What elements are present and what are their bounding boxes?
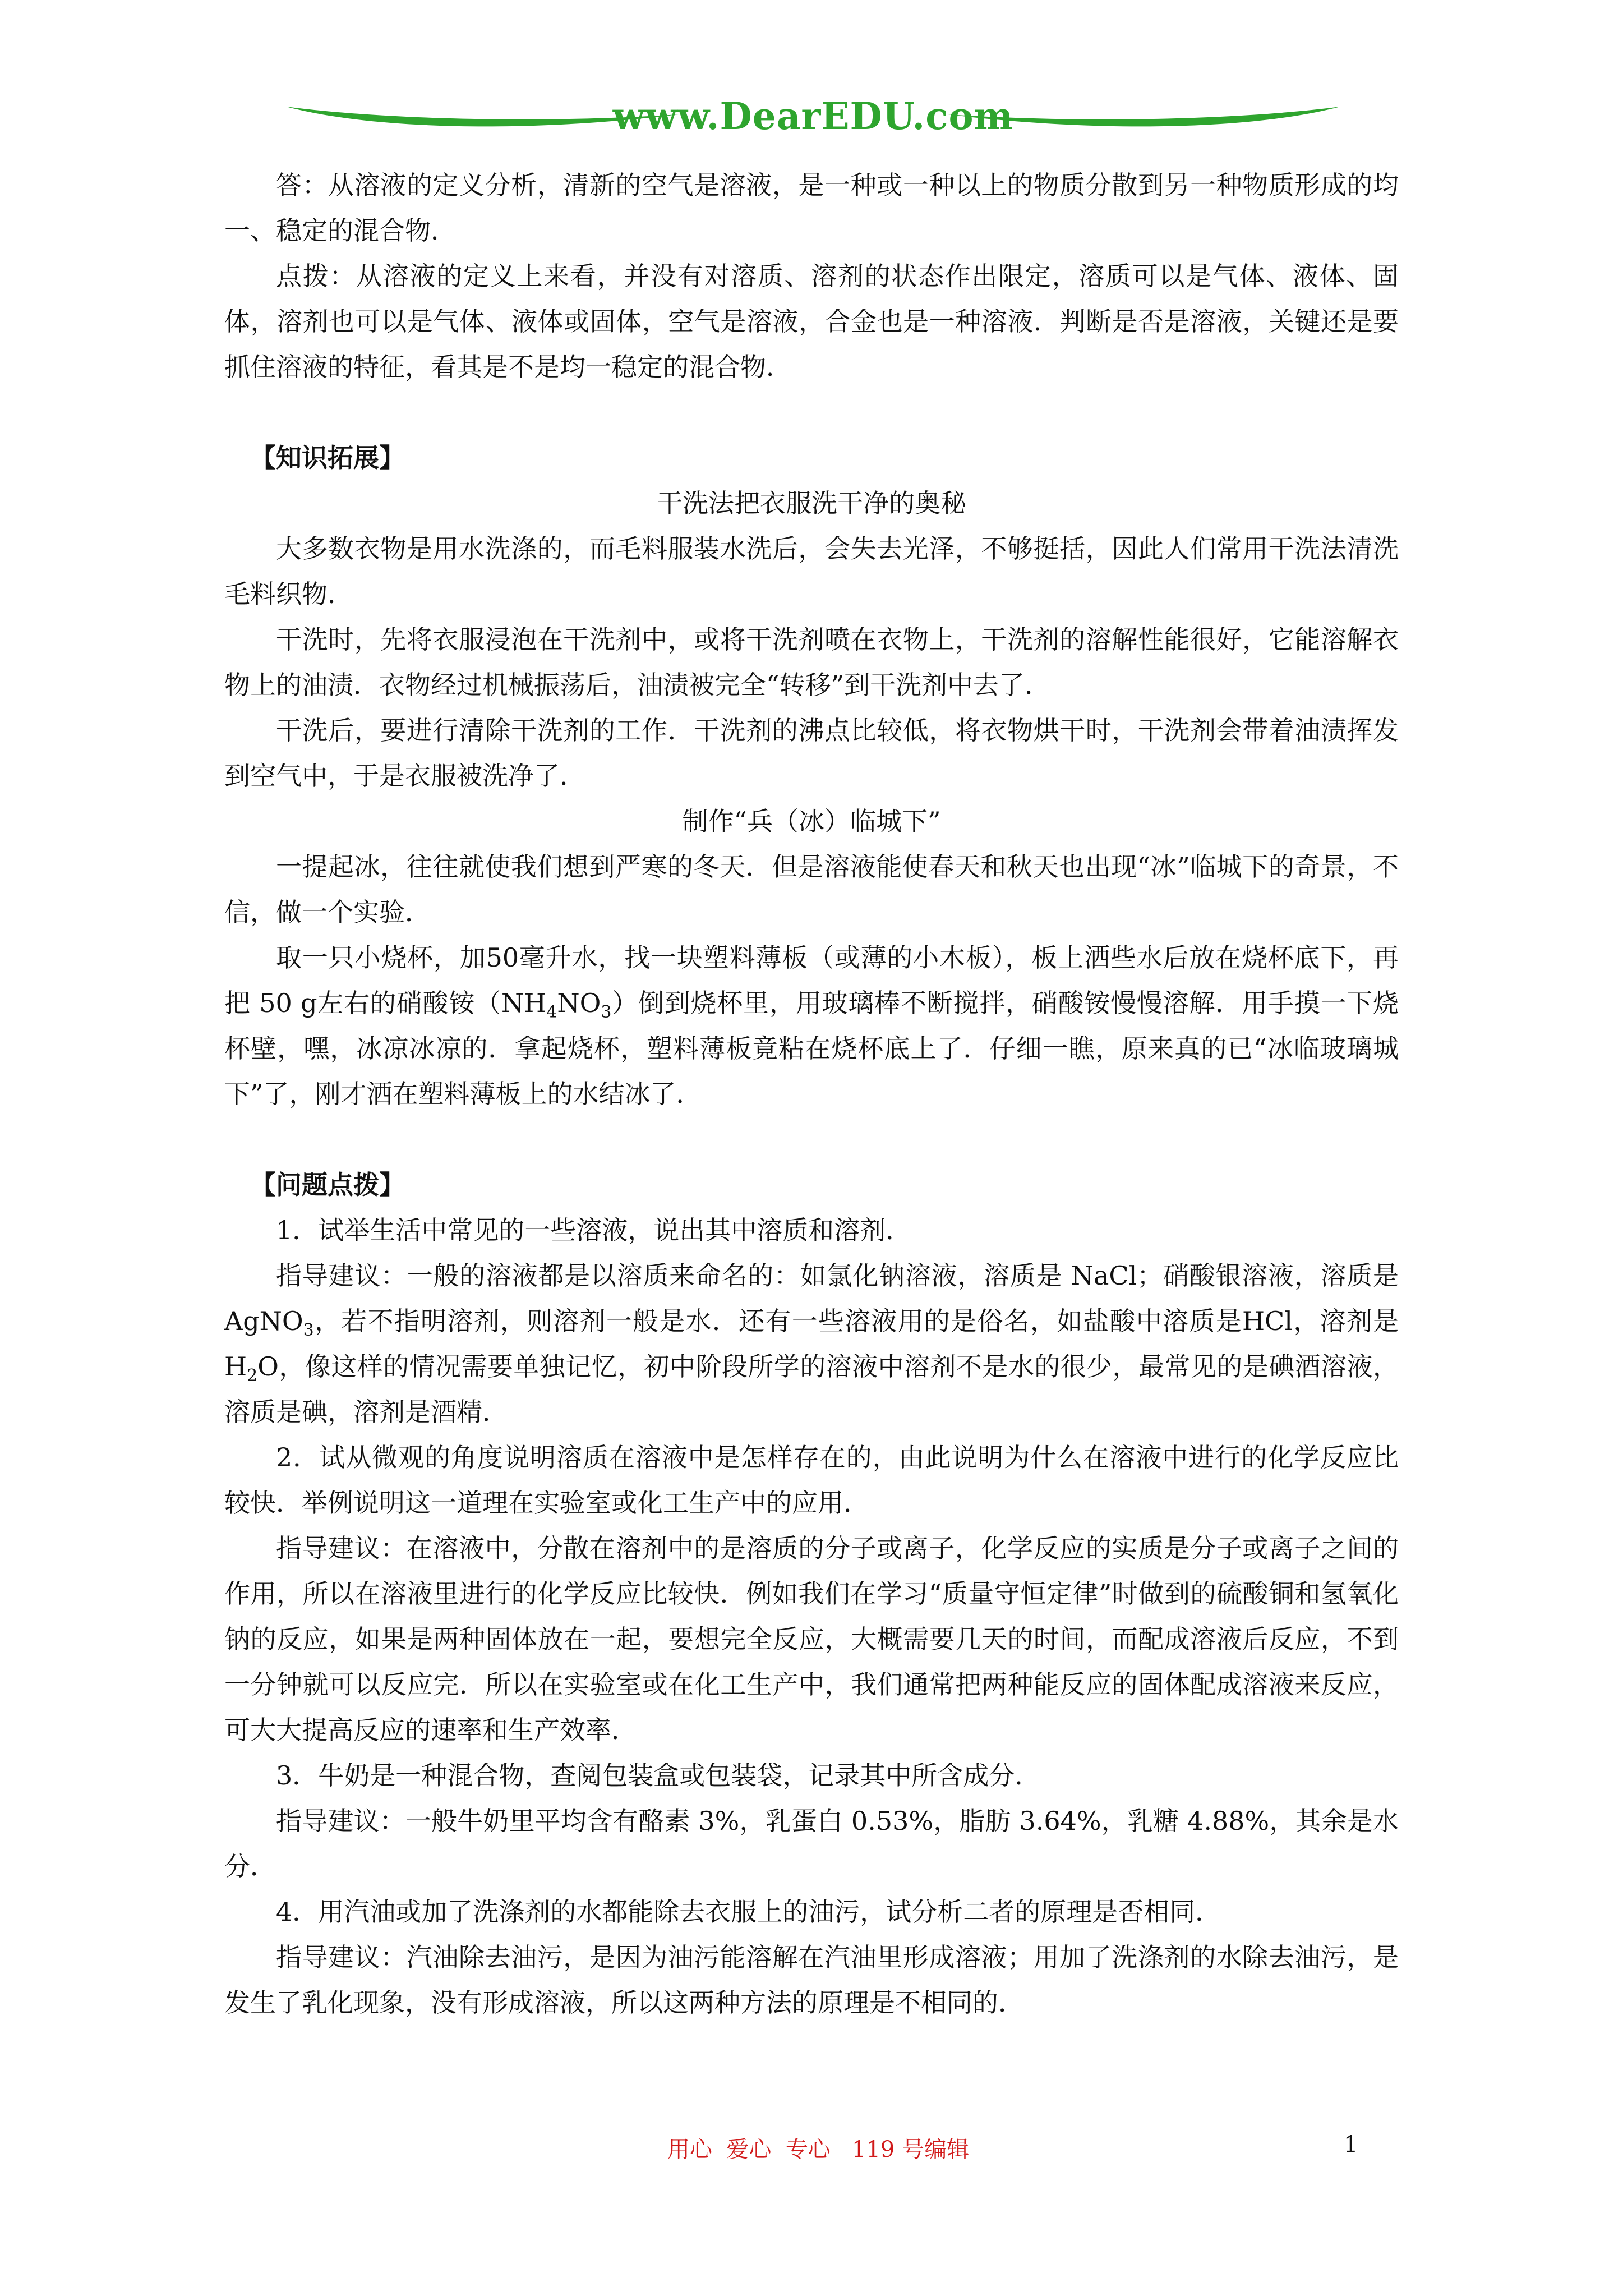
text-segment: ，若不指明溶剂，则溶剂一般是水．还有一些溶液用的是俗名，如盐酸中溶质是HCl，溶剂是 H (224, 1306, 1399, 1382)
text-segment: ）倒到烧杯里，用玻璃棒不断搅拌，硝酸铵慢慢溶解．用手摸一下烧杯壁，嘿，冰凉冰凉的．拿起烧杯，塑料薄板竟粘在烧杯底上了．仔细一瞧，原来真的已“冰临玻璃城下”了，刚才洒在塑料薄板上的水结冰了． (224, 988, 1399, 1109)
answer-3: 指导建议：一般牛奶里平均含有酪素 3%，乳蛋白 0.53%，脂肪 3.64%，乳糖 4.88%，其余是水分． (224, 1806, 1399, 1881)
question-2: 2．试从微观的角度说明溶质在溶液中是怎样存在的，由此说明为什么在溶液中进行的化学反应比较快．举例说明这一道理在实验室或化工生产中的应用． (224, 1442, 1399, 1518)
hint-paragraph: 点拨：从溶液的定义上来看，并没有对溶质、溶剂的状态作出限定，溶质可以是气体、液体、固体，溶剂也可以是气体、液体或固体，空气是溶液，合金也是一种溶液．判断是否是溶液，关键还是要抓住溶液的特征，看其是不是均一稳定的混合物． (224, 261, 1399, 382)
subscript: 3 (601, 1002, 612, 1022)
page-number: 1 (1344, 2132, 1358, 2157)
text-segment: 指导建议：一般的溶液都是以溶质来命名的：如氯化钠溶液，溶质是 NaCl；硝酸银溶液，溶质是 AgNO (224, 1260, 1399, 1336)
question-1: 1．试举生活中常见的一些溶液，说出其中溶质和溶剂． (276, 1215, 912, 1245)
article2-title: 制作“兵（冰）临城下” (682, 806, 941, 836)
subscript: 2 (247, 1366, 258, 1386)
question-4: 4．用汽油或加了洗涤剂的水都能除去衣服上的油污，试分析二者的原理是否相同． (276, 1897, 1221, 1927)
document-body (224, 163, 1399, 2026)
spacer (224, 390, 1399, 435)
knowledge-heading: 【知识拓展】 (250, 443, 405, 473)
text-segment: O，像这样的情况需要单独记忆，初中阶段所学的溶液中溶剂不是水的很少，最常见的是碘酒溶液，溶质是碘，溶剂是酒精． (224, 1351, 1399, 1427)
text-segment: NO (557, 988, 601, 1018)
text-segment: 取一只小烧杯，加50毫升水，找一块塑料薄板（或薄的小木板），板上洒些水后放在烧杯底下，再把 50 g左右的硝酸铵（NH (224, 942, 1399, 1018)
article2-paragraph-1: 一提起冰，往往就使我们想到严寒的冬天．但是溶液能使春天和秋天也出现“冰”临城下的奇景，不信，做一个实验． (224, 852, 1399, 927)
article1-paragraph-1: 大多数衣物是用水洗涤的，而毛料服装水洗后，会失去光泽，不够挺括，因此人们常用干洗法清洗毛料织物． (224, 533, 1399, 609)
answer-4: 指导建议：汽油除去油污，是因为油污能溶解在汽油里形成溶液；用加了洗涤剂的水除去油污，是发生了乳化现象，没有形成溶液，所以这两种方法的原理是不相同的． (224, 1942, 1399, 2018)
subscript: 3 (303, 1320, 314, 1340)
subscript: 4 (546, 1002, 557, 1022)
page-header (286, 90, 1340, 151)
site-logo-text[interactable]: www.DearEDU.com (612, 94, 1014, 138)
article1-title: 干洗法把衣服洗干净的奥秘 (657, 488, 966, 518)
article1-paragraph-2: 干洗时，先将衣服浸泡在干洗剂中，或将干洗剂喷在衣物上，干洗剂的溶解性能很好，它能溶解衣物上的油渍．衣物经过机械振荡后，油渍被完全“转移”到干洗剂中去了． (224, 624, 1399, 700)
article1-paragraph-3: 干洗后，要进行清除干洗剂的工作．干洗剂的沸点比较低，将衣物烘干时，干洗剂会带着油渍挥发到空气中，于是衣服被洗净了． (224, 715, 1399, 791)
problems-heading: 【问题点拨】 (250, 1170, 405, 1200)
answer-1 (224, 1253, 1399, 1435)
spacer (224, 1117, 1399, 1162)
article2-paragraph-2 (224, 935, 1399, 1117)
answer-2: 指导建议：在溶液中，分散在溶剂中的是溶质的分子或离子，化学反应的实质是分子或离子之间的作用，所以在溶液里进行的化学反应比较快．例如我们在学习“质量守恒定律”时做到的硫酸铜和氢氧化钠的反应，如果是两种固体放在一起，要想完全反应，大概需要几天的时间，而配成溶液后反应，不到一分钟就可以反应完．所以在实验室或在化工生产中，我们通常把两种能反应的固体配成溶液来反应，可大大提高反应的速率和生产效率． (224, 1533, 1399, 1745)
answer-paragraph: 答：从溶液的定义分析，清新的空气是溶液，是一种或一种以上的物质分散到另一种物质形成的均一、稳定的混合物． (224, 170, 1399, 246)
footer-text: 用心 爱心 专心 119 号编辑 (667, 2137, 970, 2162)
question-3: 3．牛奶是一种混合物，查阅包装盒或包装袋，记录其中所含成分． (276, 1760, 1041, 1791)
